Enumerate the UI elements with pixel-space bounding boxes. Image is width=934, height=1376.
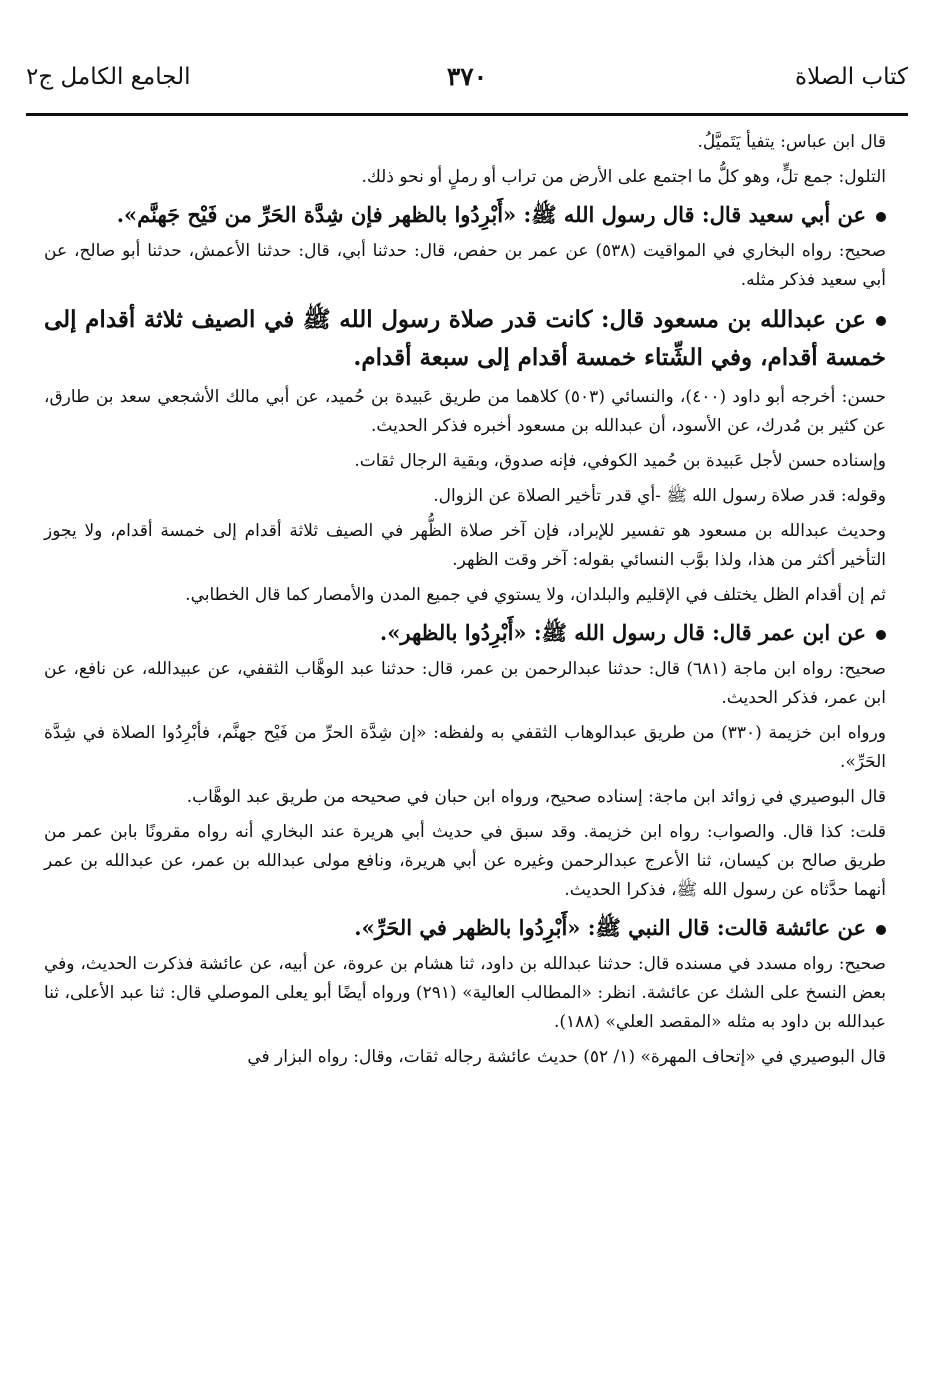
paragraph-text: عن عائشة قالت: قال النبي ﷺ: «أَبْرِدُوا بالظهر في الحَرِّ».: [354, 915, 866, 940]
commentary-paragraph: [44, 383, 886, 441]
series-title: الجامع الكامل ج٢: [26, 64, 191, 90]
commentary-paragraph: [44, 447, 886, 476]
paragraph-text: قلت: كذا قال. والصواب: رواه ابن خزيمة. وقد سبق في حديث أبي هريرة عند البخاري أنه رواه مقرونًا بابن عمر من طريق صالح بن كيسان، ثنا الأعرج عبدالرحمن وغيره عن أبي هريرة، ونافع مولى عبدالله بن عمر، عن عبدالله بن عمر أنهما حدَّثاه عن رسول الله ﷺ، فذكرا الحديث.: [44, 822, 886, 900]
paragraph-text: قال البوصيري في «إتحاف المهرة» (١/ ٥٢) حديث عائشة رجاله ثقات، وقال: رواه البزار في: [247, 1047, 886, 1067]
book-title: كتاب الصلاة: [795, 64, 908, 90]
commentary-paragraph: [44, 482, 886, 511]
paragraph-text: قال البوصيري في زوائد ابن ماجة: إسناده صحيح، ورواه ابن حبان في صحيحه من طريق عبد الوهَّاب.: [186, 787, 886, 807]
commentary-paragraph: [44, 163, 886, 192]
paragraph-text: حسن: أخرجه أبو داود (٤٠٠)، والنسائي (٥٠٣) كلاهما من طريق عَبيدة بن حُميد، عن أبي مالك الأشجعي سعد بن طارق، عن كثير بن مُدرك، عن الأسود، أن عبدالله بن مسعود أخبره فذكر الحديث.: [44, 387, 886, 436]
commentary-paragraph: [44, 517, 886, 575]
commentary-paragraph: [44, 581, 886, 610]
hadith-paragraph: [44, 301, 886, 377]
bullet-icon: [876, 316, 886, 326]
commentary-paragraph: [44, 818, 886, 905]
paragraph-text: وحديث عبدالله بن مسعود هو تفسير للإبراد، فإن آخر صلاة الظُّهر في الصيف ثلاثة أقدام إلى خمسة أقدام، ولا يجوز التأخير أكثر من هذا، ولذا بوَّب النسائي بقوله: آخر وقت الظهر.: [44, 521, 886, 570]
paragraph-text: عن عبدالله بن مسعود قال: كانت قدر صلاة رسول الله ﷺ في الصيف ثلاثة أقدام إلى خمسة أقدام، وفي الشِّتاء خمسة أقدام إلى سبعة أقدام.: [44, 306, 886, 371]
hadith-paragraph: [44, 198, 886, 232]
commentary-paragraph: [44, 719, 886, 777]
paragraph-text: قال ابن عباس: يتفيأ يَتَميَّلُ.: [697, 132, 886, 152]
commentary-paragraph: [44, 1043, 886, 1072]
commentary-paragraph: [44, 655, 886, 713]
paragraph-text: عن ابن عمر قال: قال رسول الله ﷺ: «أَبْرِدُوا بالظهر».: [379, 620, 866, 645]
paragraph-text: ورواه ابن خزيمة (٣٣٠) من طريق عبدالوهاب الثقفي به ولفظه: «إن شِدَّة الحرِّ من فَيْح جهنَّم، فأبْرِدُوا الصلاة في شِدَّة الحَرِّ».: [44, 723, 886, 772]
page-number: ٣٧٠: [446, 62, 488, 91]
bullet-icon: [876, 925, 886, 935]
paragraph-text: صحيح: رواه مسدد في مسنده قال: حدثنا عبدالله بن داود، ثنا هشام بن عروة، عن أبيه، عن عائشة فذكرت الحديث، وفي بعض النسخ على الشك عن عائشة. انظر: «المطالب العالية» (٢٩١) ورواه أيضًا أبو يعلى الموصلي قال: ثنا عبد الأعلى، ثنا عبدالله بن داود به مثله «المقصد العلي» (١٨٨).: [44, 954, 886, 1032]
paragraph-text: وقوله: قدر صلاة رسول الله ﷺ -أي قدر تأخير الصلاة عن الزوال.: [433, 486, 886, 506]
paragraph-text: ثم إن أقدام الظل يختلف في الإقليم والبلدان، ولا يستوي في جميع المدن والأمصار كما قال الخطابي.: [185, 585, 886, 605]
header-rule: [26, 113, 908, 116]
paragraph-text: عن أبي سعيد قال: قال رسول الله ﷺ: «أَبْرِدُوا بالظهر فإن شِدَّة الحَرِّ من فَيْح جَهنَّم».: [116, 202, 866, 227]
commentary-paragraph: [44, 783, 886, 812]
page-header: [26, 58, 908, 108]
paragraph-text: صحيح: رواه البخاري في المواقيت (٥٣٨) عن عمر بن حفص، قال: حدثنا أبي، قال: حدثنا الأعمش، حدثنا أبو صالح، عن أبي سعيد فذكر مثله.: [44, 241, 887, 290]
hadith-paragraph: [44, 616, 886, 650]
commentary-paragraph: [44, 128, 886, 157]
page-body: [44, 128, 886, 1078]
hadith-paragraph: [44, 911, 886, 945]
commentary-paragraph: [44, 950, 886, 1037]
bullet-icon: [876, 630, 886, 640]
paragraph-text: التلول: جمع تلٍّ، وهو كلُّ ما اجتمع على الأرض من تراب أو رملٍ أو نحو ذلك.: [361, 167, 886, 187]
commentary-paragraph: [44, 237, 886, 295]
paragraph-text: وإسناده حسن لأجل عَبيدة بن حُميد الكوفي، فإنه صدوق، وبقية الرجال ثقات.: [354, 451, 886, 471]
bullet-icon: [876, 212, 886, 222]
paragraph-text: صحيح: رواه ابن ماجة (٦٨١) قال: حدثنا عبدالرحمن بن عمر، قال: حدثنا عبد الوهَّاب الثقفي، عن عبيدالله، عن نافع، عن ابن عمر، فذكر الحديث.: [44, 659, 886, 708]
